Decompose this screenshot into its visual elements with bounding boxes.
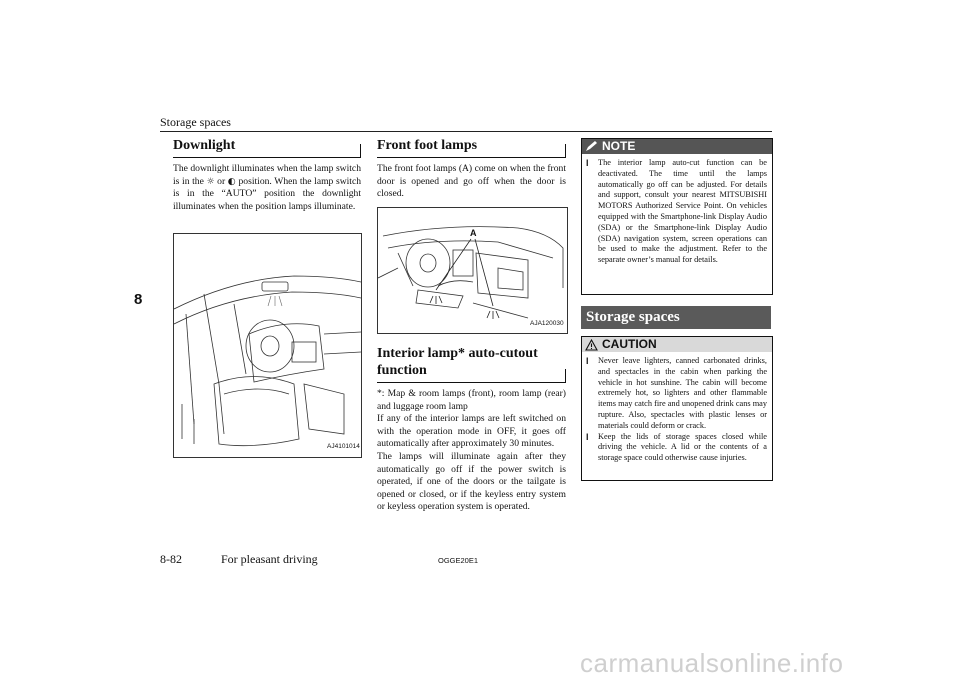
front-foot-section: [377, 138, 566, 201]
caution-header: CAUTION: [582, 337, 772, 352]
note-box: [581, 138, 773, 295]
front-foot-figure: [377, 207, 568, 334]
footer-chapter-title: For pleasant driving: [221, 552, 318, 566]
storage-spaces-banner: Storage spaces: [581, 306, 771, 329]
document-code: OGGE20E1: [438, 556, 479, 565]
callout-label-a: A: [470, 228, 477, 238]
bullet-icon: l: [586, 158, 589, 168]
interior-cutout-para2: The lamps will illuminate again after they automatically go off if the power switch is operated, if one of the doors or the tailgate is opened or closed, or if the keyless entry system or keyless operation system is operated.: [377, 450, 566, 513]
headlamp-icon: ◐: [227, 176, 236, 187]
bullet-icon: l: [586, 356, 589, 366]
pencil-note-icon: [585, 141, 598, 152]
front-foot-body: The front foot lamps (A) come on when the front door is opened and go off when the door is closed.: [377, 163, 566, 200]
warning-triangle-icon: [585, 339, 598, 351]
downlight-body: The downlight illuminates when the lamp switch is in the ☼ or ◐ position. When the lamp switch is in the “AUTO” position the downlight illuminates when the position lamps illuminate.: [173, 163, 362, 212]
interior-cutout-para1: If any of the interior lamps are left switched on with the operation mode in OFF, it goes off automatically after approximately 30 minutes.: [377, 413, 566, 450]
interior-cutout-section: [377, 345, 566, 514]
caution-box: [581, 336, 773, 481]
front-foot-heading: Front foot lamps: [377, 138, 566, 158]
downlight-section: [173, 138, 361, 213]
downlight-heading: Downlight: [173, 138, 361, 158]
dashboard-illustration: [378, 208, 567, 333]
downlight-figure: [173, 233, 362, 458]
cabin-interior-illustration: [174, 234, 361, 457]
list-item: l The interior lamp auto-cut function can be deactivated. The time until the lamps automatically go off can be adjusted. For details and support, consult your nearest MITSUBISHI MOTORS Authorized Service Point. On vehicles equipped with the Smartphone-link Display Audio (SDA) or the Smartphone-link Display Audio (SDA) navigation system, screen operations can be used to make the adjustment. Refer to the separate owner’s manual for details.: [582, 158, 772, 266]
list-item: l Keep the lids of storage spaces closed while driving the vehicle. A lid or the contents of a storage space could otherwise cause injuries.: [582, 432, 772, 464]
figure-id: AJ4101014: [327, 443, 360, 450]
figure-id: AJA120030: [530, 320, 564, 327]
interior-cutout-heading: Interior lamp* auto-cutout function: [377, 345, 566, 383]
running-header: Storage spaces: [160, 115, 231, 129]
chapter-number: 8: [134, 291, 143, 308]
list-item: l Never leave lighters, canned carbonated drinks, and spectacles in the cabin when parking the vehicle in hot sunshine. The cabin will become extremely hot, so lighters and other flammable items may catch fire and unopened drink cans may rupture. Also, spectacles with plastic lenses or materials could deform or crack.: [582, 356, 772, 432]
parking-lamp-icon: ☼: [206, 176, 215, 187]
header-rule: [160, 131, 772, 132]
note-header: NOTE: [582, 139, 772, 154]
page-number: 8-82: [160, 552, 182, 566]
bullet-icon: l: [586, 431, 589, 442]
site-watermark: carmanualsonline.info: [580, 648, 844, 678]
interior-cutout-footnote: *: Map & room lamps (front), room lamp (rear) and luggage room lamp: [377, 388, 566, 412]
